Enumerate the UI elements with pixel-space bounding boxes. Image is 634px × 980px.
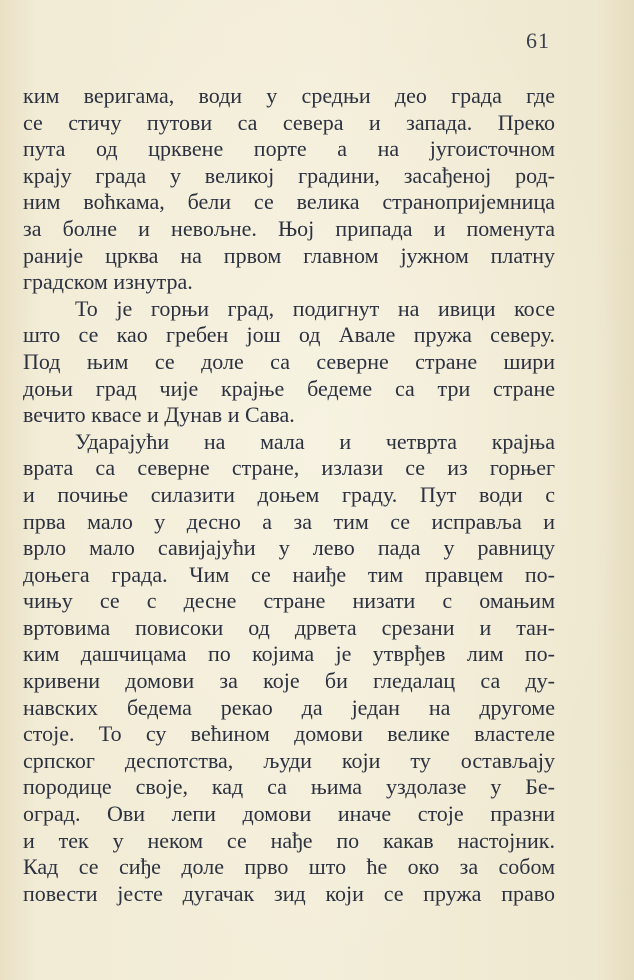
text-line: за болне и невољне. Њој припада и поменута xyxy=(23,215,555,241)
text-line: се стичу путови са севера и запада. Преко xyxy=(23,109,555,135)
text-line: породице своје, кад са њима уздолазе у Бе- xyxy=(23,774,555,800)
text-line: стоје. То су већином домови велике властеле xyxy=(23,721,555,747)
text-line: вечито квасе и Дунав и Сава. xyxy=(23,402,295,428)
text-line: навских бедема рекао да један на другоме xyxy=(23,694,555,720)
text-line: и почиње силазити доњем граду. Пут води с xyxy=(23,481,555,507)
text-line: Ударајући на мала и четврта крајња xyxy=(75,428,555,454)
text-line: крају града у великој градини, засађеној род- xyxy=(23,162,555,188)
text-line: повести јесте дугачак зид који се пружа право xyxy=(23,880,555,906)
text-line: ким дашчицама по којима је утврђев лим по- xyxy=(23,641,555,667)
text-line: Под њим се доле са северне стране шири xyxy=(23,348,555,374)
text-line: ним воћкама, бели се велика странопријемница xyxy=(23,189,555,215)
text-line: раније црква на првом главном јужном платну xyxy=(23,242,555,268)
text-line: То је горњи град, подигнут на ивици косе xyxy=(75,295,555,321)
text-line: доњега града. Чим се наиђе тим правцем по- xyxy=(23,561,555,587)
text-line: Кад се сиђе доле прво што ће око за собом xyxy=(23,854,555,880)
paragraph xyxy=(23,296,555,429)
text-line: и тек у неком се нађе по какав настојник. xyxy=(23,827,555,853)
text-line: вртовима повисоки од дрвета срезани и тан- xyxy=(23,614,555,640)
text-line: кривени домови за које би гледалац са ду- xyxy=(23,668,555,694)
text-line: врата са северне стране, излази се из горњег xyxy=(23,455,555,481)
text-line: врло мало савијајући у лево пада у равницу xyxy=(23,535,555,561)
text-line: доњи град чије крајње бедеме са три стране xyxy=(23,375,555,401)
text-line: ким веригама, води у средњи део града где xyxy=(23,83,555,108)
text-line: оград. Ови лепи домови иначе стоје празни xyxy=(23,801,555,827)
body-text xyxy=(23,83,555,907)
text-line: чињу се с десне стране низати с омањим xyxy=(23,588,555,614)
text-line: што се као гребен још од Авале пружа северу. xyxy=(23,322,555,348)
paragraph xyxy=(23,83,555,296)
text-line: градском изнутра. xyxy=(23,269,193,295)
text-line: прва мало у десно а за тим се исправља и xyxy=(23,508,555,534)
paragraph xyxy=(23,429,555,908)
text-line: српског деспотства, људи који ту остављају xyxy=(23,747,555,773)
text-line: пута од црквене порте а на југоисточном xyxy=(23,136,555,162)
page-number: 61 xyxy=(526,28,550,53)
